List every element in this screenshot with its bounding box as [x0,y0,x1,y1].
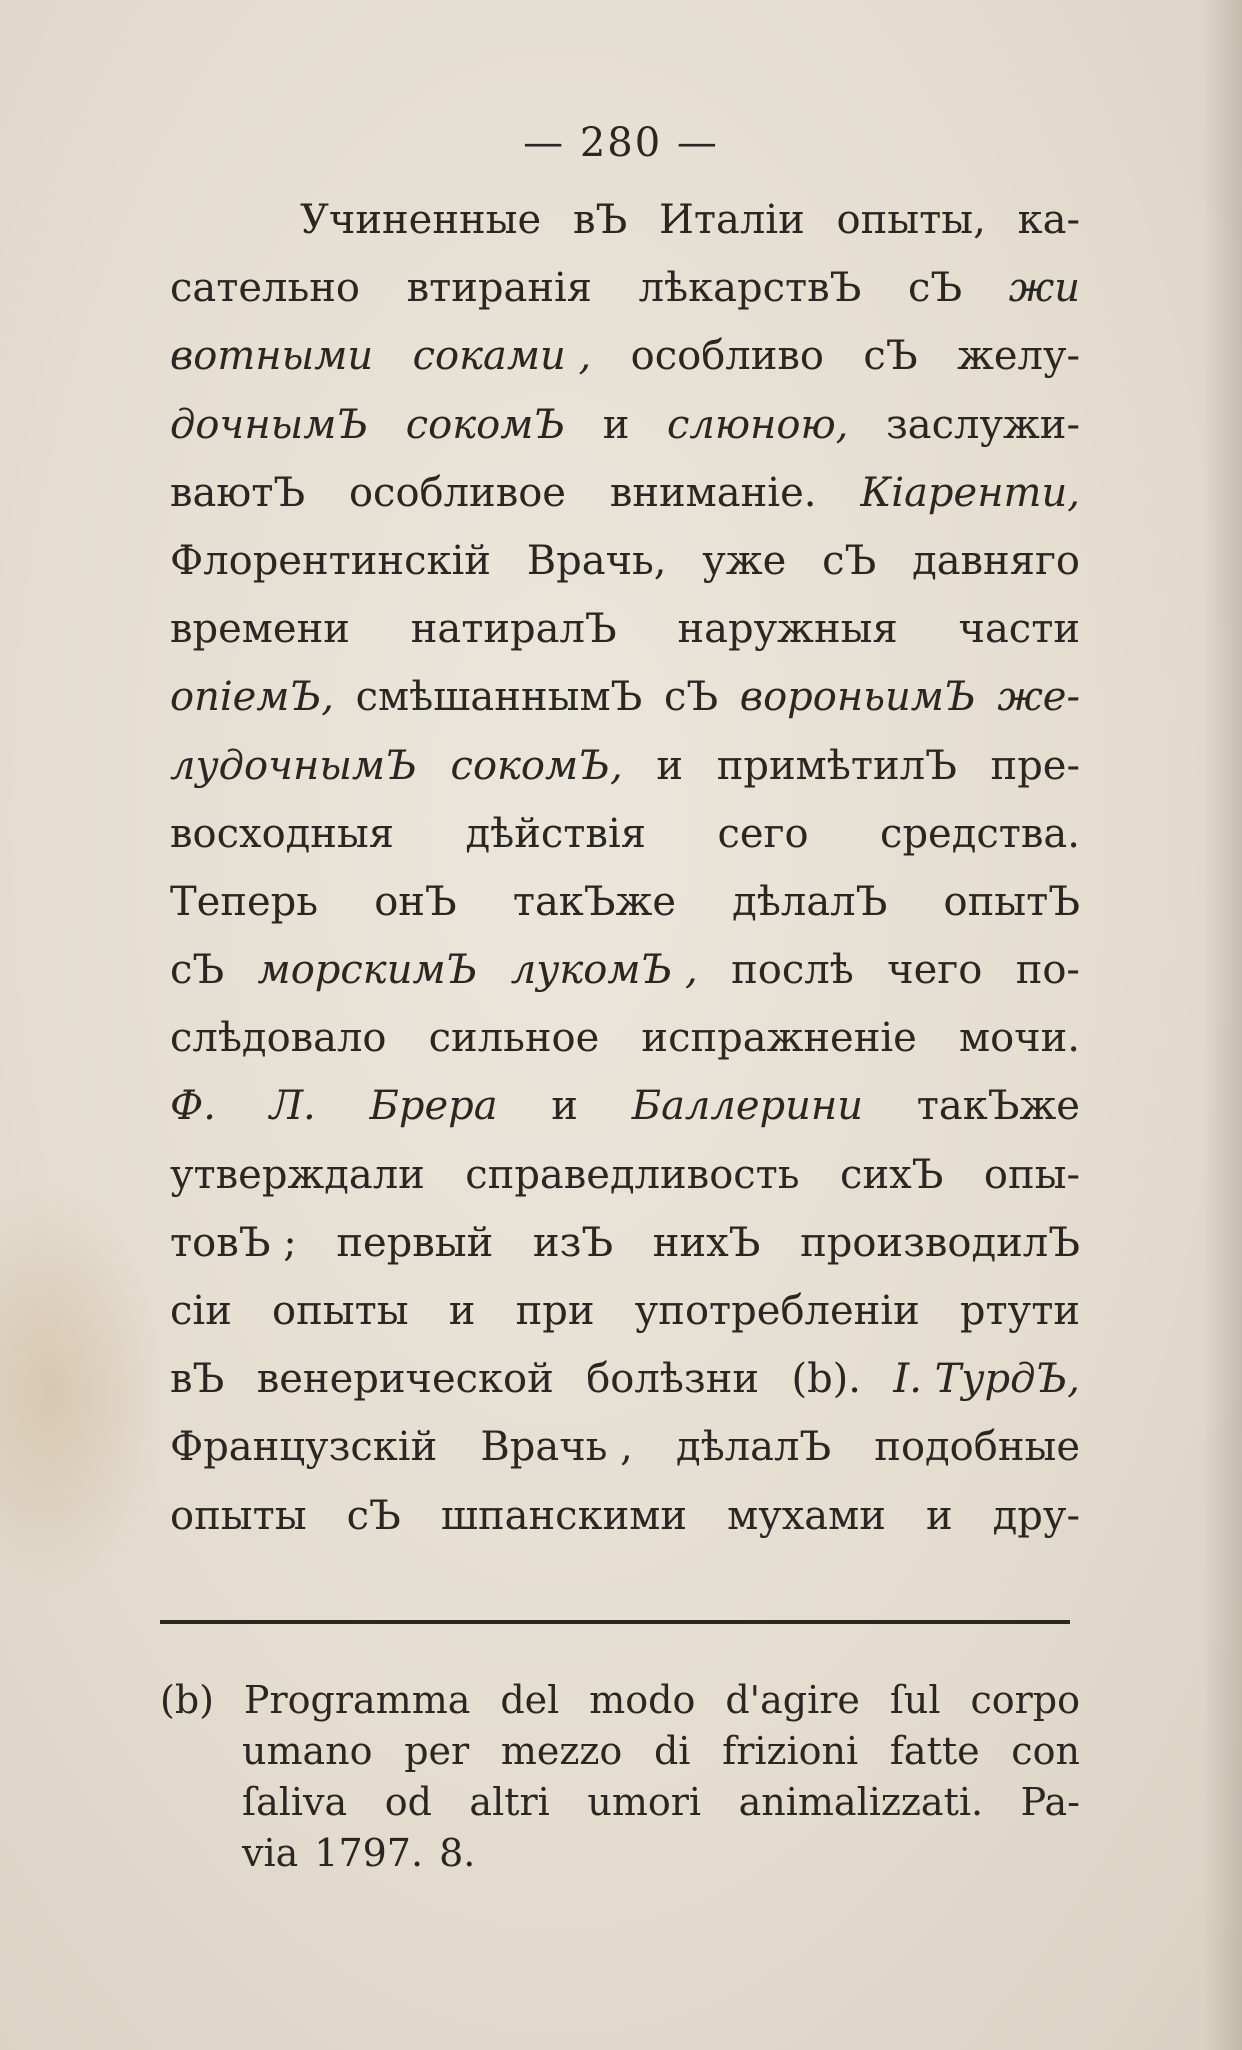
word: послѣ [731,947,854,994]
footnote-word: od [384,1780,432,1824]
word: примѣтилЪ [716,742,957,789]
word: сокомЪ, [450,742,623,789]
word: и [448,1288,476,1334]
word: мочи. [958,1015,1080,1062]
footnote-word: per [404,1729,470,1773]
text-line [170,1209,1080,1277]
text-line [170,663,1080,731]
page-edge-shadow [1202,0,1242,2050]
footnote-word: 1797. [314,1831,424,1875]
footnote-word: umori [587,1780,702,1824]
word: Л. [269,1083,316,1130]
footnote-word: modo [589,1678,696,1722]
word: слѣдовало [170,1015,387,1062]
word: же- [997,674,1080,721]
footnote-word: umano [242,1729,373,1773]
word: первый [336,1219,494,1266]
word: вотными [170,333,374,380]
text-line [170,1072,1080,1140]
footnote-word: Pa- [1020,1780,1080,1824]
text-line [170,1482,1080,1550]
word: сильное [428,1015,600,1062]
word: дѣлалЪ [732,878,888,925]
footnote-line [160,1828,1080,1879]
text-line [170,800,1080,868]
footnote-word: del [500,1678,560,1722]
text-line [170,459,1080,527]
word: сЪ [822,537,877,584]
word: заслужи- [885,401,1080,448]
word: Баллерини [631,1083,864,1130]
word: Брера [369,1083,498,1130]
word: подобные [874,1424,1080,1471]
word: и [602,401,630,448]
footnote-word: mezzo [500,1729,623,1773]
word: натиралЪ [410,606,617,653]
word: шпанскими [440,1492,688,1539]
word: вЪ [572,197,628,243]
footnote-word: frizioni [722,1729,859,1773]
word: справедливость [465,1151,800,1198]
footnote-word: d'agire [725,1678,860,1722]
footnote-word: ſul [889,1678,941,1722]
footnote-word: con [1011,1729,1080,1773]
word: сЪ [663,674,719,721]
word: опы- [983,1151,1080,1198]
footnote-word: Programma [243,1678,471,1722]
word: морскимЪ [257,947,478,994]
word: утверждали [170,1151,425,1198]
word: и [925,1492,953,1539]
text-line [170,1345,1080,1413]
word: лукомЪ , [510,947,698,994]
word: опыты [272,1288,409,1334]
word: венерической [256,1356,554,1403]
word: Французскій [170,1424,438,1471]
footnote-marker: (b) [160,1678,214,1722]
text-line [170,1413,1080,1481]
word: сательно [170,265,360,312]
word: при [515,1288,595,1334]
text-line [170,391,1080,459]
text-line [170,1141,1080,1209]
text-line [170,732,1080,800]
text-line [170,1277,1080,1345]
word: товЪ ; [170,1219,297,1266]
footnote-word: di [653,1729,691,1773]
footnote-word: 8. [439,1831,476,1875]
text-line [170,254,1080,322]
word: ваютЪ [170,469,306,516]
text-line [170,595,1080,663]
word: и [551,1083,578,1130]
word: сЪ [907,265,963,312]
word: лѣкарствЪ [638,265,862,312]
word: восходныя [170,810,395,857]
footnote-line [160,1777,1080,1828]
word: лудочнымЪ [170,742,417,789]
word: вниманіе. [609,469,817,516]
word: сіи [170,1288,232,1334]
word: Кіаренти, [860,469,1080,516]
text-line [170,868,1080,936]
word: вороньимЪ [739,674,976,721]
word: слюною, [666,401,849,448]
footnote-word: corpo [970,1678,1080,1722]
word: втиранія [406,265,593,312]
word: опытЪ [943,878,1080,925]
footnote-word: altri [469,1780,550,1824]
word: такЪже [916,1083,1080,1130]
word: соками , [412,333,592,380]
word: дѣлалЪ [675,1424,832,1471]
word: дру- [992,1492,1080,1539]
word: сего [717,810,809,857]
footnote-separator [160,1620,1070,1624]
word: Ф. [170,1083,216,1130]
word: смѣшаннымЪ [355,674,643,721]
word: опыты, [836,197,986,243]
word: Врачь, [526,537,667,584]
word: употребленіи [634,1288,920,1334]
page-number: — 280 — [523,120,719,166]
word: I. ТурдЪ, [893,1356,1080,1403]
word: вЪ [170,1356,225,1403]
word: болѣзни [586,1356,760,1403]
word: такЪже [512,878,677,925]
word: онЪ [374,878,457,925]
word: опыты [170,1492,307,1539]
footnote-word: via [242,1831,299,1875]
word: ртути [959,1288,1080,1334]
word: давняго [912,537,1080,584]
word: уже [702,537,787,584]
word: времени [170,606,350,653]
word: изЪ [532,1219,614,1266]
word: особливое [348,469,566,516]
word: сихЪ [840,1151,944,1198]
word: сЪ [863,333,918,380]
word: сЪ [170,947,225,994]
body-text [170,186,1080,1550]
word: испражненіе [641,1015,917,1062]
footnote-word: fatte [889,1729,980,1773]
word: пре- [990,742,1080,789]
word: сЪ [346,1492,401,1539]
footnote-line [160,1675,1080,1726]
word: и [656,742,684,789]
word: дочнымЪ [170,401,369,448]
word: чего [887,947,983,994]
word: Италіи [659,197,805,243]
word: желу- [957,333,1080,380]
word: дѣйствія [465,810,646,857]
footnote [160,1675,1080,1879]
word: мухами [727,1492,886,1539]
word: Учиненные [300,197,542,243]
footnote-line [160,1726,1080,1777]
word: сокомЪ [405,401,566,448]
word: производилЪ [800,1219,1080,1266]
word: Флорентинскій [170,537,491,584]
word: (b). [791,1356,861,1403]
word: особливо [630,333,824,380]
text-line [170,1004,1080,1072]
word: части [958,606,1080,653]
word: жи [1008,265,1080,312]
text-line [170,322,1080,390]
paper-stain [0,1180,170,1600]
text-line [170,936,1080,1004]
word: ка- [1017,197,1080,243]
word: опіемЪ, [170,674,334,721]
word: наружныя [677,606,898,653]
footnote-word: animalizzati. [738,1780,984,1824]
footnote-word: ſaliva [242,1780,348,1824]
text-line [170,186,1080,254]
word: средства. [880,810,1080,857]
text-line [170,527,1080,595]
word: по- [1015,947,1080,994]
word: нихЪ [652,1219,761,1266]
word: Врачь , [480,1424,633,1471]
word: Теперь [170,878,319,925]
